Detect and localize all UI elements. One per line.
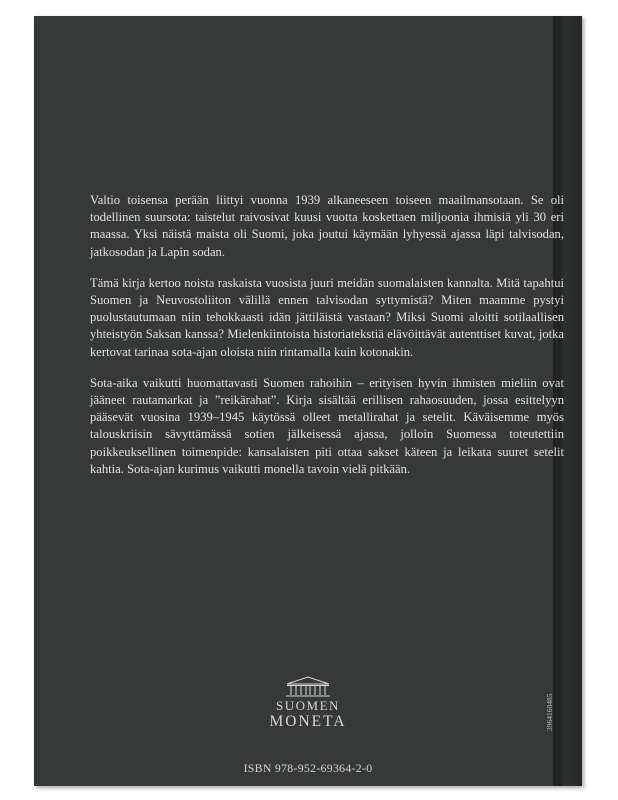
blurb-paragraph-2: Tämä kirja kertoo noista raskaista vuosista juuri meidän suomalaisten kannalta. Mitä tapahtui Suomen ja Neuvostoliiton välillä ennen talvisodan syttymistä? Miten maamme pystyi puolustautumaan niin tehokkaasti idän jättiläistä vastaan? Miksi Suomi aloitti sotilaallisen yhteistyön Saksan kanssa? Mielenkiintoista historiatekstiä elävöittävät autenttiset kuvat, jotka kertovat tarinaa sota-ajan oloista niin rintamalla kuin kotonakin. <box>90 275 564 359</box>
blurb-paragraph-1: Valtio toisensa perään liittyi vuonna 1939 alkaneeseen toiseen maailmansotaan. Se oli todellinen suursota: taistelut raivosivat kuusi vuotta koskettaen miljoonia ihmisiä yli 30 eri maassa. Yksi näistä maista oli Suomi, joka joutui käymään lyhyessä ajassa läpi talvisodan, jatkosodan ja Lapin sodan. <box>90 193 564 259</box>
logo-text-suomen: SUOMEN <box>276 698 340 713</box>
blurb-paragraph-3: Sota-aika vaikutti huomattavasti Suomen rahoihin – erityisen hyvin ihmisten mieliin ovat jääneet rautamarkat ja ”reikärahat”. Kirja sisältää erillisen rahaosuuden, jossa esittelyyn pääsevät vuosina 1939–1945 käytössä olleet metallirahat ja setelit. Käväisemme myös talouskriisin sävyttämässä sotien jälkeisessä ajassa, jolloin Suomessa toteutettiin poikkeuksellinen toimenpide: kansalaisten piti ottaa sakset käteen ja leikata suuret setelit kahtia. Sota-ajan kurimus vaikutti monella tavoin vielä pitkään. <box>90 375 564 476</box>
isbn-number: ISBN 978-952-69364-2-0 <box>243 761 373 775</box>
side-product-code: 3964160485 <box>545 693 554 731</box>
logo-text-moneta: MONETA <box>269 713 347 730</box>
publisher-logo <box>34 676 582 731</box>
blurb-text <box>90 192 564 492</box>
book-back-cover <box>34 16 582 786</box>
building-icon <box>285 676 331 698</box>
